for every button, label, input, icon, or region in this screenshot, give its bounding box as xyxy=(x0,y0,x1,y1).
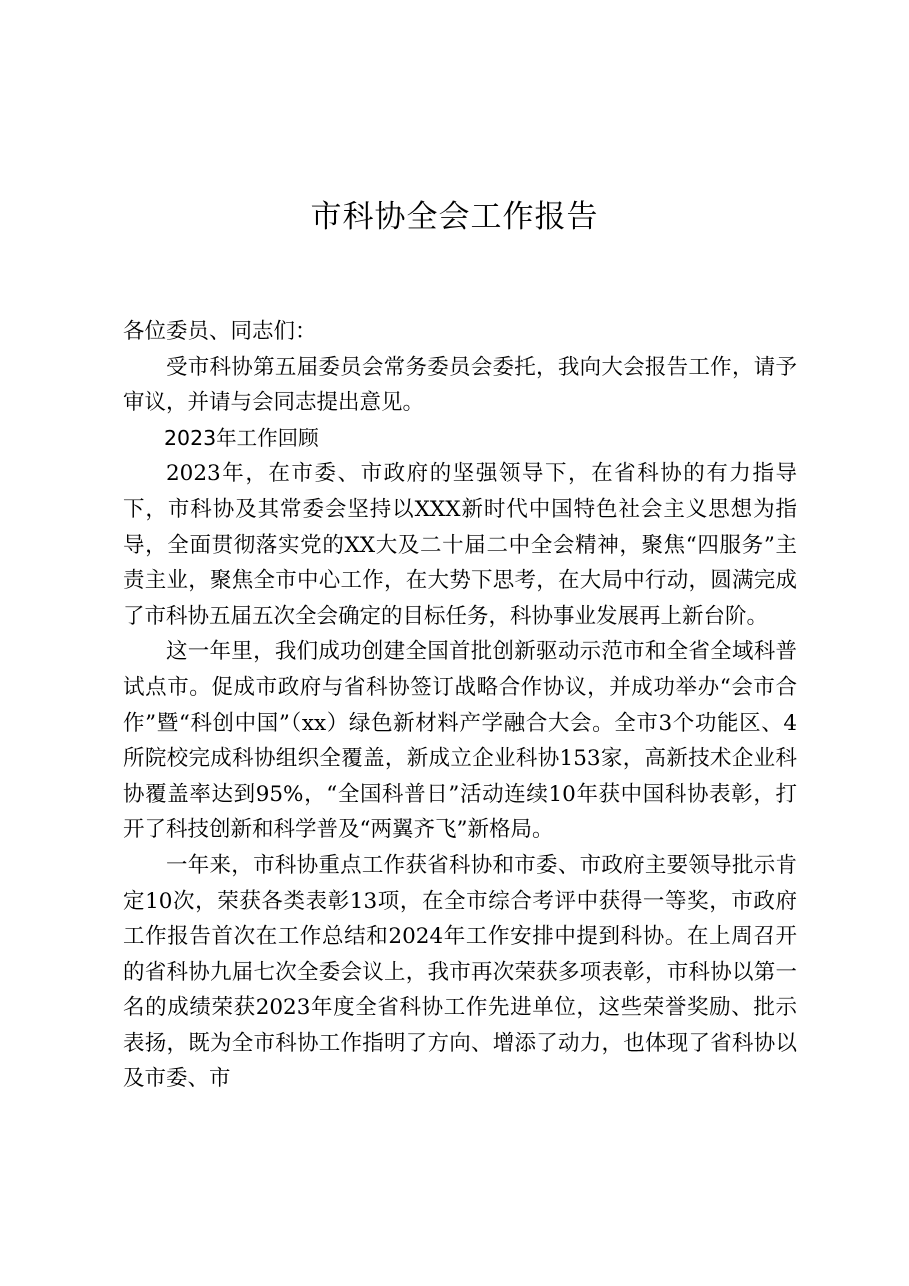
body-paragraph: 一年来，市科协重点工作获省科协和市委、市政府主要领导批示肯定10次，荣获各类表彰13项，在全市综合考评中获得一等奖，市政府工作报告首次在工作总结和2024年工作安排中提到科协。在上周召开的省科协九届七次全委会议上，我市再次荣获多项表彰，市科协以第一名的成绩荣获2023年度全省科协工作先进单位，这些荣誉奖励、批示表扬，既为全市科协工作指明了方向、增添了动力，也体现了省科协以及市委、市 xyxy=(123,852,797,1092)
section-heading: 2023年工作回顾 xyxy=(164,425,319,450)
intro-paragraph: 受市科协第五届委员会常务委员会委托，我向大会报告工作，请予审议，并请与会同志提出意见。 xyxy=(123,354,797,416)
body-paragraph: 2023年，在市委、市政府的坚强领导下，在省科协的有力指导下，市科协及其常委会坚持以XXX新时代中国特色社会主义思想为指导，全面贯彻落实党的XX大及二十届二中全会精神，聚焦“四服务”主责主业，聚焦全市中心工作，在大势下思考，在大局中行动，圆满完成了市科协五届五次全会确定的目标任务，科协事业发展再上新台阶。 xyxy=(123,461,797,629)
salutation: 各位委员、同志们： xyxy=(123,319,317,344)
document-body xyxy=(123,314,797,1097)
document-title: 市科协全会工作报告 xyxy=(310,199,599,235)
body-paragraph: 这一年里，我们成功创建全国首批创新驱动示范市和全省全域科普试点市。促成市政府与省科协签订战略合作协议，并成功举办“会市合作”暨“科创中国”（xx）绿色新材料产学融合大会。全市3个功能区、4所院校完成科协组织全覆盖，新成立企业科协153家，高新技术企业科协覆盖率达到95%，“全国科普日”活动连续10年获中国科协表彰，打开了科技创新和科学普及“两翼齐飞”新格局。 xyxy=(123,639,797,843)
